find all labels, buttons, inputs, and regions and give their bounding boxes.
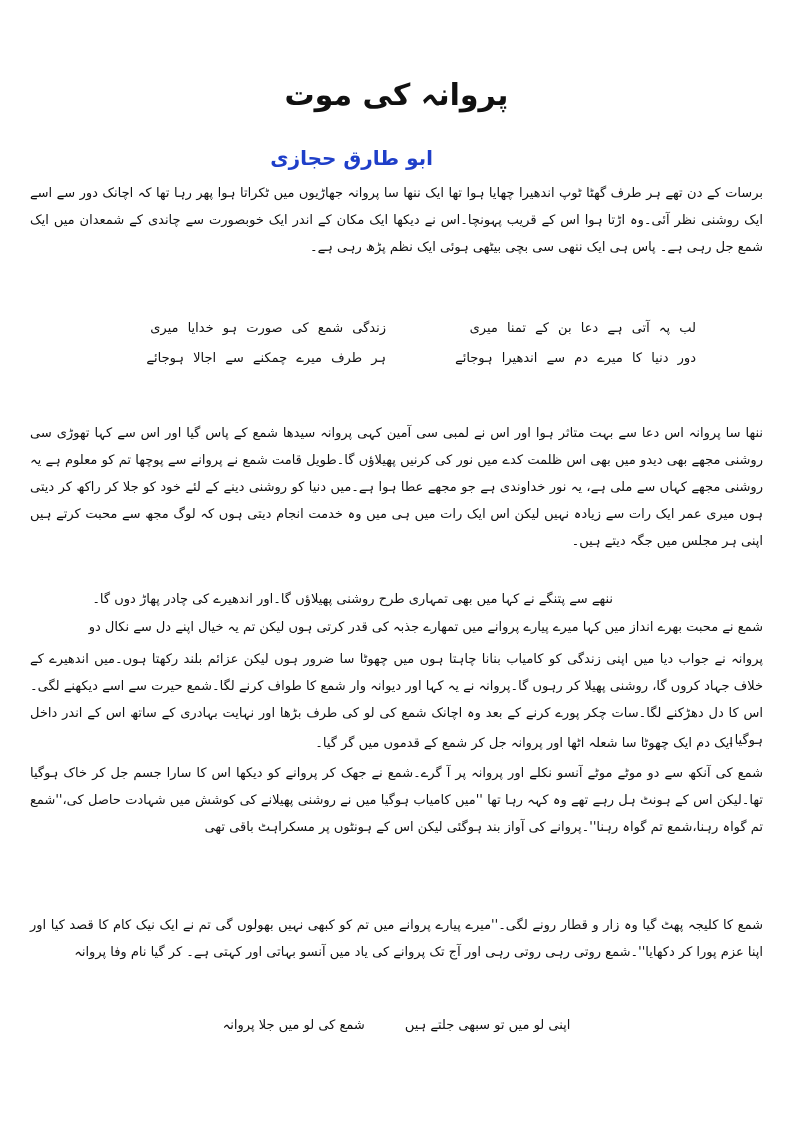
paragraph: شمع کا کلیجہ پھٹ گیا وہ زار و قطار رونے لگی۔''میرے پیارے پروانے میں تم کو کبھی نہیں بھولوں گی تم نے ایک نیک کام کا قصد کیا اور اپنا عزم پورا کر دکھایا''۔شمع روتی رہی روتی رہی اور آج تک پروانے کی یاد میں آنسو بہاتی اور کہتی ہے۔ کر گیا نام وفا پروانہ (30, 918, 763, 960)
poem-line (96, 314, 696, 344)
paragraph: شمع کی آنکھ سے دو موٹے موٹے آنسو نکلے اور پروانہ پر آ گرے۔شمع نے جھک کر پروانے کو دیکھا اس کا سارا جسم جل کر خاک ہوگیا تھا۔لیکن اس کے ہونٹ ہل رہے تھے وہ کہہ رہا تھا ''میں کامیاب ہوگیا میں نے روشنی پھیلانے کی کوشش میں شہادت حاصل کی،''شمع تم گواہ رہنا،شمع تم گواہ رہنا''۔پروانے کی آواز بند ہوگئی لیکن اس کے ہونٹوں پر مسکراہٹ باقی تھی (30, 766, 763, 835)
paragraph-line: ننھے سے پتنگے نے کہا میں بھی تمہاری طرح روشنی پھیلاؤں گا۔اور اندھیرے کی چادر پھاڑ دوں گا۔ (92, 592, 613, 607)
intro-paragraph: برسات کے دن تھے ہر طرف گھٹا ٹوپ اندھیرا چھایا ہوا تھا ایک ننھا سا پروانہ جھاڑیوں میں ٹکراتا ہوا پھر رہا تھا کہ اچانک دور سے اسے ایک روشنی نظر آئی۔وہ اڑتا ہوا اس کے قریب پہونچا۔اس نے دیکھا ایک مکان کے اندر ایک خوبصورت سے چاندی کے شمعدان میں ایک شمع جل رہی ہے۔ پاس ہی ایک ننھی سی بچی بیٹھی ہوئی ایک نظم پڑھ رہی ہے۔ (30, 186, 763, 255)
paragraph-line: ایک دم ایک چھوٹا سا شعلہ اٹھا اور پروانہ جل کر شمع کے قدموں میں گر گیا۔ (315, 736, 733, 751)
paragraph-line: شمع نے محبت بھرے انداز میں کہا میرے پیارے پروانے میں تمھارے جذبہ کی قدر کرتی ہوں لیکن تم یہ خیال اپنے دل سے نکال دو (88, 620, 763, 635)
author-name: ابو طارق حجازی (270, 146, 433, 170)
poem-block (96, 314, 696, 374)
couplet-hemistich: اپنی لو میں تو سبھی جلتے ہیں (404, 1018, 571, 1033)
closing-couplet (0, 1018, 793, 1033)
poem-line (96, 344, 696, 374)
poem-hemistich: دور دنیا کا میرے دم سے اندھیرا ہوجائے (455, 351, 696, 366)
paragraph: پروانہ نے جواب دیا میں اپنی زندگی کو کامیاب بنانا چاہتا ہوں میں چھوٹا سا ضرور ہوں لیکن عزائم بلند رکھتا ہوں۔میں اندھیرے کے خلاف جہاد کروں گا، روشنی پھیلا کر رہوں گا۔پروانہ نے یہ کہا اور دیوانہ وار شمع کا طواف کرنے لگا۔شمع حیرت سے اسے دیکھنے لگی۔اس کا دل دھڑکنے لگا۔سات چکر پورے کرنے کے بعد وہ اچانک شمع کی لو کی طرف بڑھا اور نہایت بہادری کے ساتھ اس کے اندر داخل ہوگیا۔ (30, 652, 763, 748)
poem-hemistich: ہر طرف میرے چمکنے سے اجالا ہوجائے (146, 351, 386, 366)
page-title: پروانہ کی موت (284, 78, 509, 113)
poem-hemistich: زندگی شمع کی صورت ہو خدایا میری (150, 321, 386, 336)
poem-hemistich: لب پہ آتی ہے دعا بن کے تمنا میری (469, 321, 696, 336)
paragraph: ننھا سا پروانہ اس دعا سے بہت متاثر ہوا اور اس نے لمبی سی آمین کہی پروانہ سیدھا شمع کے پاس گیا اور اس سے کہا تھوڑی سی روشنی مجھے بھی دیدو میں بھی اس ظلمت کدے میں نور کی کرنیں پھیلاؤں گا۔طویل قامت شمع نے پروانے سے پوچھا تم کو معلوم ہے یہ روشنی مجھے کہاں سے ملی ہے، یہ نور خداوندی ہے جو مجھے عطا ہوا ہے۔میں دنیا کو روشنی دینے کے لئے خود کو جلا کر راکھ کر دیتی ہوں میری عمر ایک رات سے زیادہ نہیں لیکن اس ایک رات میں ہی میں وہ خدمت انجام دیتی ہوں کہ لوگ مجھ سے محبت کرتے ہیں اپنی ہر مجلس میں جگہ دیتے ہیں۔ (30, 426, 763, 549)
couplet-hemistich: شمع کی لو میں جلا پروانہ (222, 1018, 365, 1033)
